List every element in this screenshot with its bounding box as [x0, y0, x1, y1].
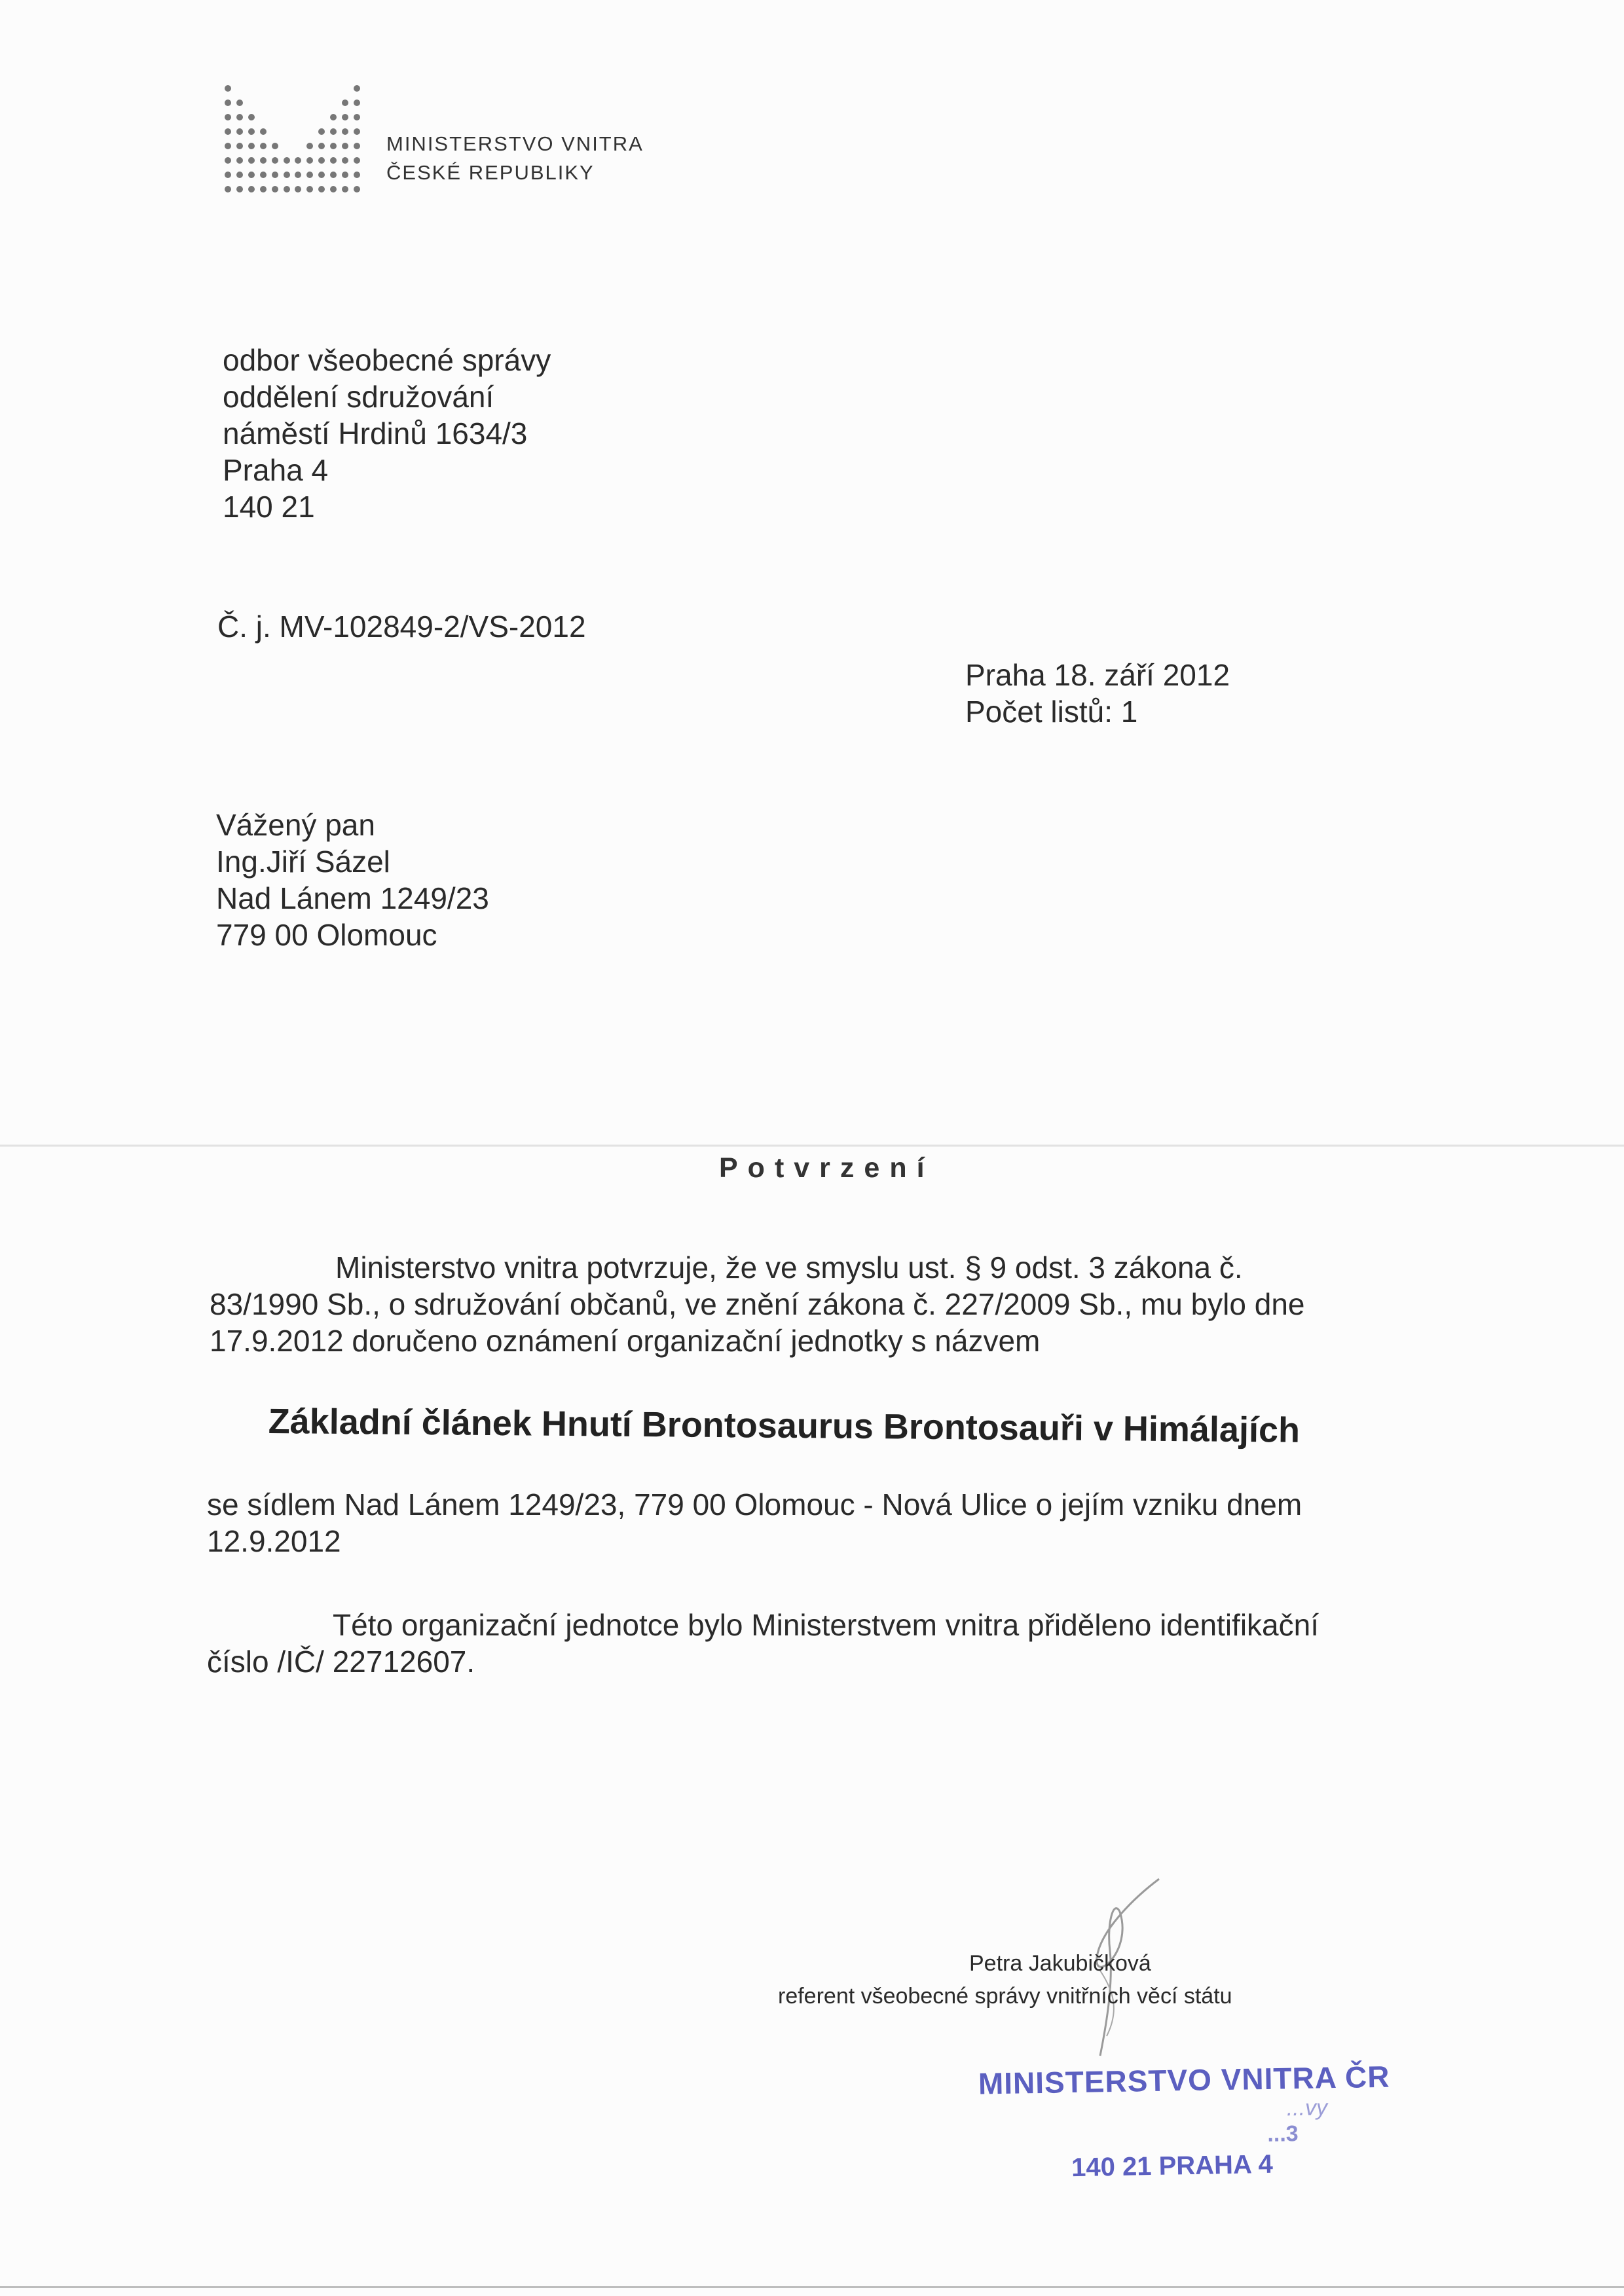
sender-line: 140 21 [223, 490, 315, 524]
body-line: číslo /IČ/ 22712607. [207, 1645, 475, 1679]
ministry-dot-logo-icon [223, 82, 373, 200]
body-line: 17.9.2012 doručeno oznámení organizační jednotky s názvem [210, 1324, 1041, 1358]
ministry-name-line2: ČESKÉ REPUBLIKY [386, 161, 595, 184]
letterhead-text [386, 130, 644, 187]
paper-fold-line [0, 1144, 1624, 1147]
stamp-line: 140 21 PRAHA 4 [1071, 2149, 1274, 2183]
sender-line: oddělení sdružování [223, 380, 494, 414]
body-line: 83/1990 Sb., o sdružování občanů, ve znění zákona č. 227/2009 Sb., mu bylo dne [210, 1287, 1305, 1321]
body-line: se sídlem Nad Lánem 1249/23, 779 00 Olomouc - Nová Ulice o jejím vzniku dnem [207, 1487, 1302, 1522]
stamp-line: ...vy [1286, 2095, 1328, 2121]
reference-number: Č. j. MV-102849-2/VS-2012 [217, 610, 586, 644]
recipient-salutation: Vážený pan [216, 808, 375, 842]
stamp-line: MINISTERSTVO VNITRA ČR [978, 2059, 1390, 2101]
body-line: Ministerstvo vnitra potvrzuje, že ve smyslu ust. § 9 odst. 3 zákona č. [335, 1250, 1243, 1285]
date-block [965, 657, 1230, 730]
signatory-name: Petra Jakubičková [969, 1951, 1151, 1976]
scan-edge [0, 2286, 1624, 2288]
document-title: Potvrzení [719, 1152, 934, 1184]
signatory-role: referent všeobecné správy vnitřních věcí státu [778, 1984, 1232, 2009]
recipient-address [216, 807, 489, 953]
sheet-count: Počet listů: 1 [965, 695, 1138, 729]
sender-line: odbor všeobecné správy [223, 343, 551, 377]
organization-name: Základní článek Hnutí Brontosaurus Brontosauři v Himálajích [268, 1402, 1301, 1450]
recipient-name: Ing.Jiří Sázel [216, 845, 390, 879]
recipient-city: 779 00 Olomouc [216, 918, 437, 952]
body-line: 12.9.2012 [207, 1524, 341, 1558]
letter-date: Praha 18. září 2012 [965, 658, 1230, 692]
body-line: Této organizační jednotce bylo Ministerstvem vnitra přiděleno identifikační [333, 1608, 1319, 1642]
recipient-street: Nad Lánem 1249/23 [216, 881, 489, 915]
ministry-name-line1: MINISTERSTVO VNITRA [386, 132, 644, 155]
sender-line: náměstí Hrdinů 1634/3 [223, 416, 528, 450]
sender-address [223, 342, 551, 525]
official-stamp [978, 2058, 1399, 2184]
stamp-line: ...3 [1267, 2121, 1299, 2147]
sender-line: Praha 4 [223, 453, 329, 487]
